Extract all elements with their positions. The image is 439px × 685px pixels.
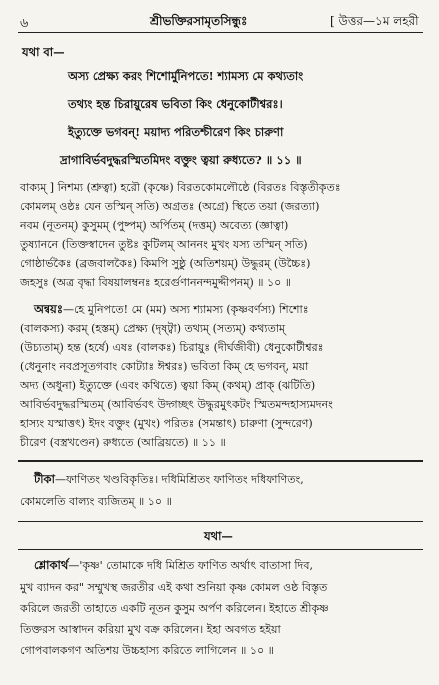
anvaya-label: অন্বয়ঃ xyxy=(34,302,63,316)
verse-line: ইত্যুক্তে ভগবন্! ময়াদ্য পরিতশ্চীরেণ কিং চারুণা xyxy=(68,125,284,139)
gloss-line: জহসুঃ (অত্র বৃদ্ধা বিষয়ালম্বনঃ হরের্গুণাননন্দমুদ্দীপনম্) ॥ ১০ ॥ xyxy=(20,276,291,289)
anvaya-line: (উচ্যতাম্) হন্ত (হর্ষে) এষঃ (বালকঃ) চিরায়ুঃ (দীর্ঘজীবী) ধেনুকোটীশ্বরঃ xyxy=(20,341,324,354)
section-rule xyxy=(18,549,423,550)
section-rule xyxy=(18,521,423,522)
tika-label: টীকা xyxy=(34,472,55,486)
shlokartha-line: মুখ ব্যাদন কর" সম্মুখস্থ জরতীর এই কথা শুনিয়া কৃষ্ণ কোমল ওষ্ঠ বিস্তৃত xyxy=(20,581,328,594)
anvaya-line: হাস্যং যস্মাত্তৎ) ইদং বক্তুং (মুখং) পরিতঃ (সমন্তাৎ) চারুণা (সুন্দরেণ) xyxy=(20,417,313,430)
running-title: শ্রীভক্তিরসামৃতসিন্ধুঃ xyxy=(150,14,248,28)
section-rule xyxy=(18,460,423,462)
gloss-line: কোমলম্ ওষ্ঠঃ যেন তস্মিন্ সতি) অগ্রতঃ (অগ্রে) স্থিতে তয়া (জরত্যা) xyxy=(20,200,320,213)
anvaya-line: অদ্য (অধুনা) ইত্যুক্তে (এবং কথিতে) ত্বয়া কিম্ (কথম্) প্রাক্ (ঝটিতি) xyxy=(20,379,316,392)
verse-line: দ্রাগাবির্ভবদুদ্ধরস্মিতমিদং বক্তুং ত্বয়া রুধ্যতে? ॥ ১১ ॥ xyxy=(60,153,302,167)
shlokartha-line: তিক্তরস আস্বাদন করিয়া মুখ বক্র করিলেন। ইহা অবগত হইয়া xyxy=(20,623,281,636)
tika-first-line xyxy=(34,470,304,489)
intro-label: যথা বা— xyxy=(22,45,65,59)
shlokartha-first-line xyxy=(34,556,313,575)
section-label: [ উত্তর—১ম লহরী xyxy=(330,14,419,28)
anvaya-line: (বালকস্য) করম্ (হস্তম্) প্রেক্ষ্য (দৃষ্ট্বা) তথ্যম্ (সত্যম্) কথ্যতাম্ xyxy=(20,322,286,335)
anvaya-line: চীরেণ (বস্ত্রখণ্ডেন) রুধ্যতে (আব্রিয়তে) ॥ ১১ ॥ xyxy=(20,436,226,449)
gloss-line: বাক্যম্ ] নিশম্য (শ্রুত্বা) হরৌ (কৃষ্ণে) বিরতকোমলৌষ্ঠে (বিরতঃ বিস্তৃতীকৃতঃ xyxy=(20,181,341,194)
gloss-line: গোষ্ঠার্ভকৈঃ (ব্রজবালকৈঃ) কিমপি সুষ্ঠু (অতিশয়ম্) উদ্ধুরম্ (উচ্চৈঃ) xyxy=(20,257,311,270)
anvaya-line: আবির্ভবদুদ্ধরস্মিতম্ (আবির্ভবৎ উদ্গচ্ছৎ উদ্ধুরমুৎকটং স্মিতমন্দহাস্যমদনং xyxy=(20,398,333,411)
header-rule xyxy=(18,32,423,33)
anvaya-line: (ধেনুনাং নবপ্রসূতগবাং কোট্যাঃ ঈশ্বরঃ) ভবিতা কিম্ হে ভগবন্, ময়া xyxy=(20,360,309,373)
verse-line: অস্য প্রেক্ষ্য করং শিশোর্মুনিপতে! শ্যামস্য মে কথ্যতাং xyxy=(68,69,304,83)
shlokartha-line: গোপবালকগণ অতিশয় উচ্চহাস্য করিতে লাগিলেন ॥ ১০ ॥ xyxy=(20,644,274,657)
shlokartha-text: —'কৃষ্ণ' তোমাকে দধি মিশ্রিত ফাণিত অর্থাৎ বাতাসা দিব, xyxy=(68,559,313,572)
shlokartha-line: করিলে জরতী তাহাতে একটি নূতন কুসুম অর্পণ করিলেন। ইহাতে শ্রীকৃষ্ণ xyxy=(20,602,329,615)
page-number: ৬ xyxy=(20,16,29,31)
anvaya-first-line xyxy=(34,300,309,319)
anvaya-text: —হে মুনিপতে! মে (মম) অস্য শ্যামস্য (কৃষ্ণবর্ণস্য) শিশোঃ xyxy=(62,303,309,316)
verse-line: তথ্যং হন্ত চিরায়ুরেষ ভবিতা কিং ধেনুকোটীশ্বরঃ। xyxy=(68,97,283,111)
gloss-line: তুষ্যাননে (তিক্তস্বাদেন তুষ্টঃ কুটিলম্ আননং মুখং যস্য তস্মিন্ সতি) xyxy=(20,238,308,251)
yatha-label: যথা— xyxy=(204,529,233,543)
gloss-line: নবম (নূতনম্) কুসুমম্ (পুষ্পম্) অর্পিতম্ (দত্তম্) অবেত্য (জ্ঞাত্বা) xyxy=(20,219,289,232)
tika-text: —ফাণিতং খণ্ডবিকৃতিঃ। দধিমিশ্রিতং ফাণিতং দধিফাণিতং, xyxy=(54,473,304,486)
shlokartha-label: শ্লোকার্থ xyxy=(34,558,69,572)
tika-line: কোমলেতি বাল্যং ব্যজিতম্ ॥ ১০ ॥ xyxy=(20,495,172,508)
